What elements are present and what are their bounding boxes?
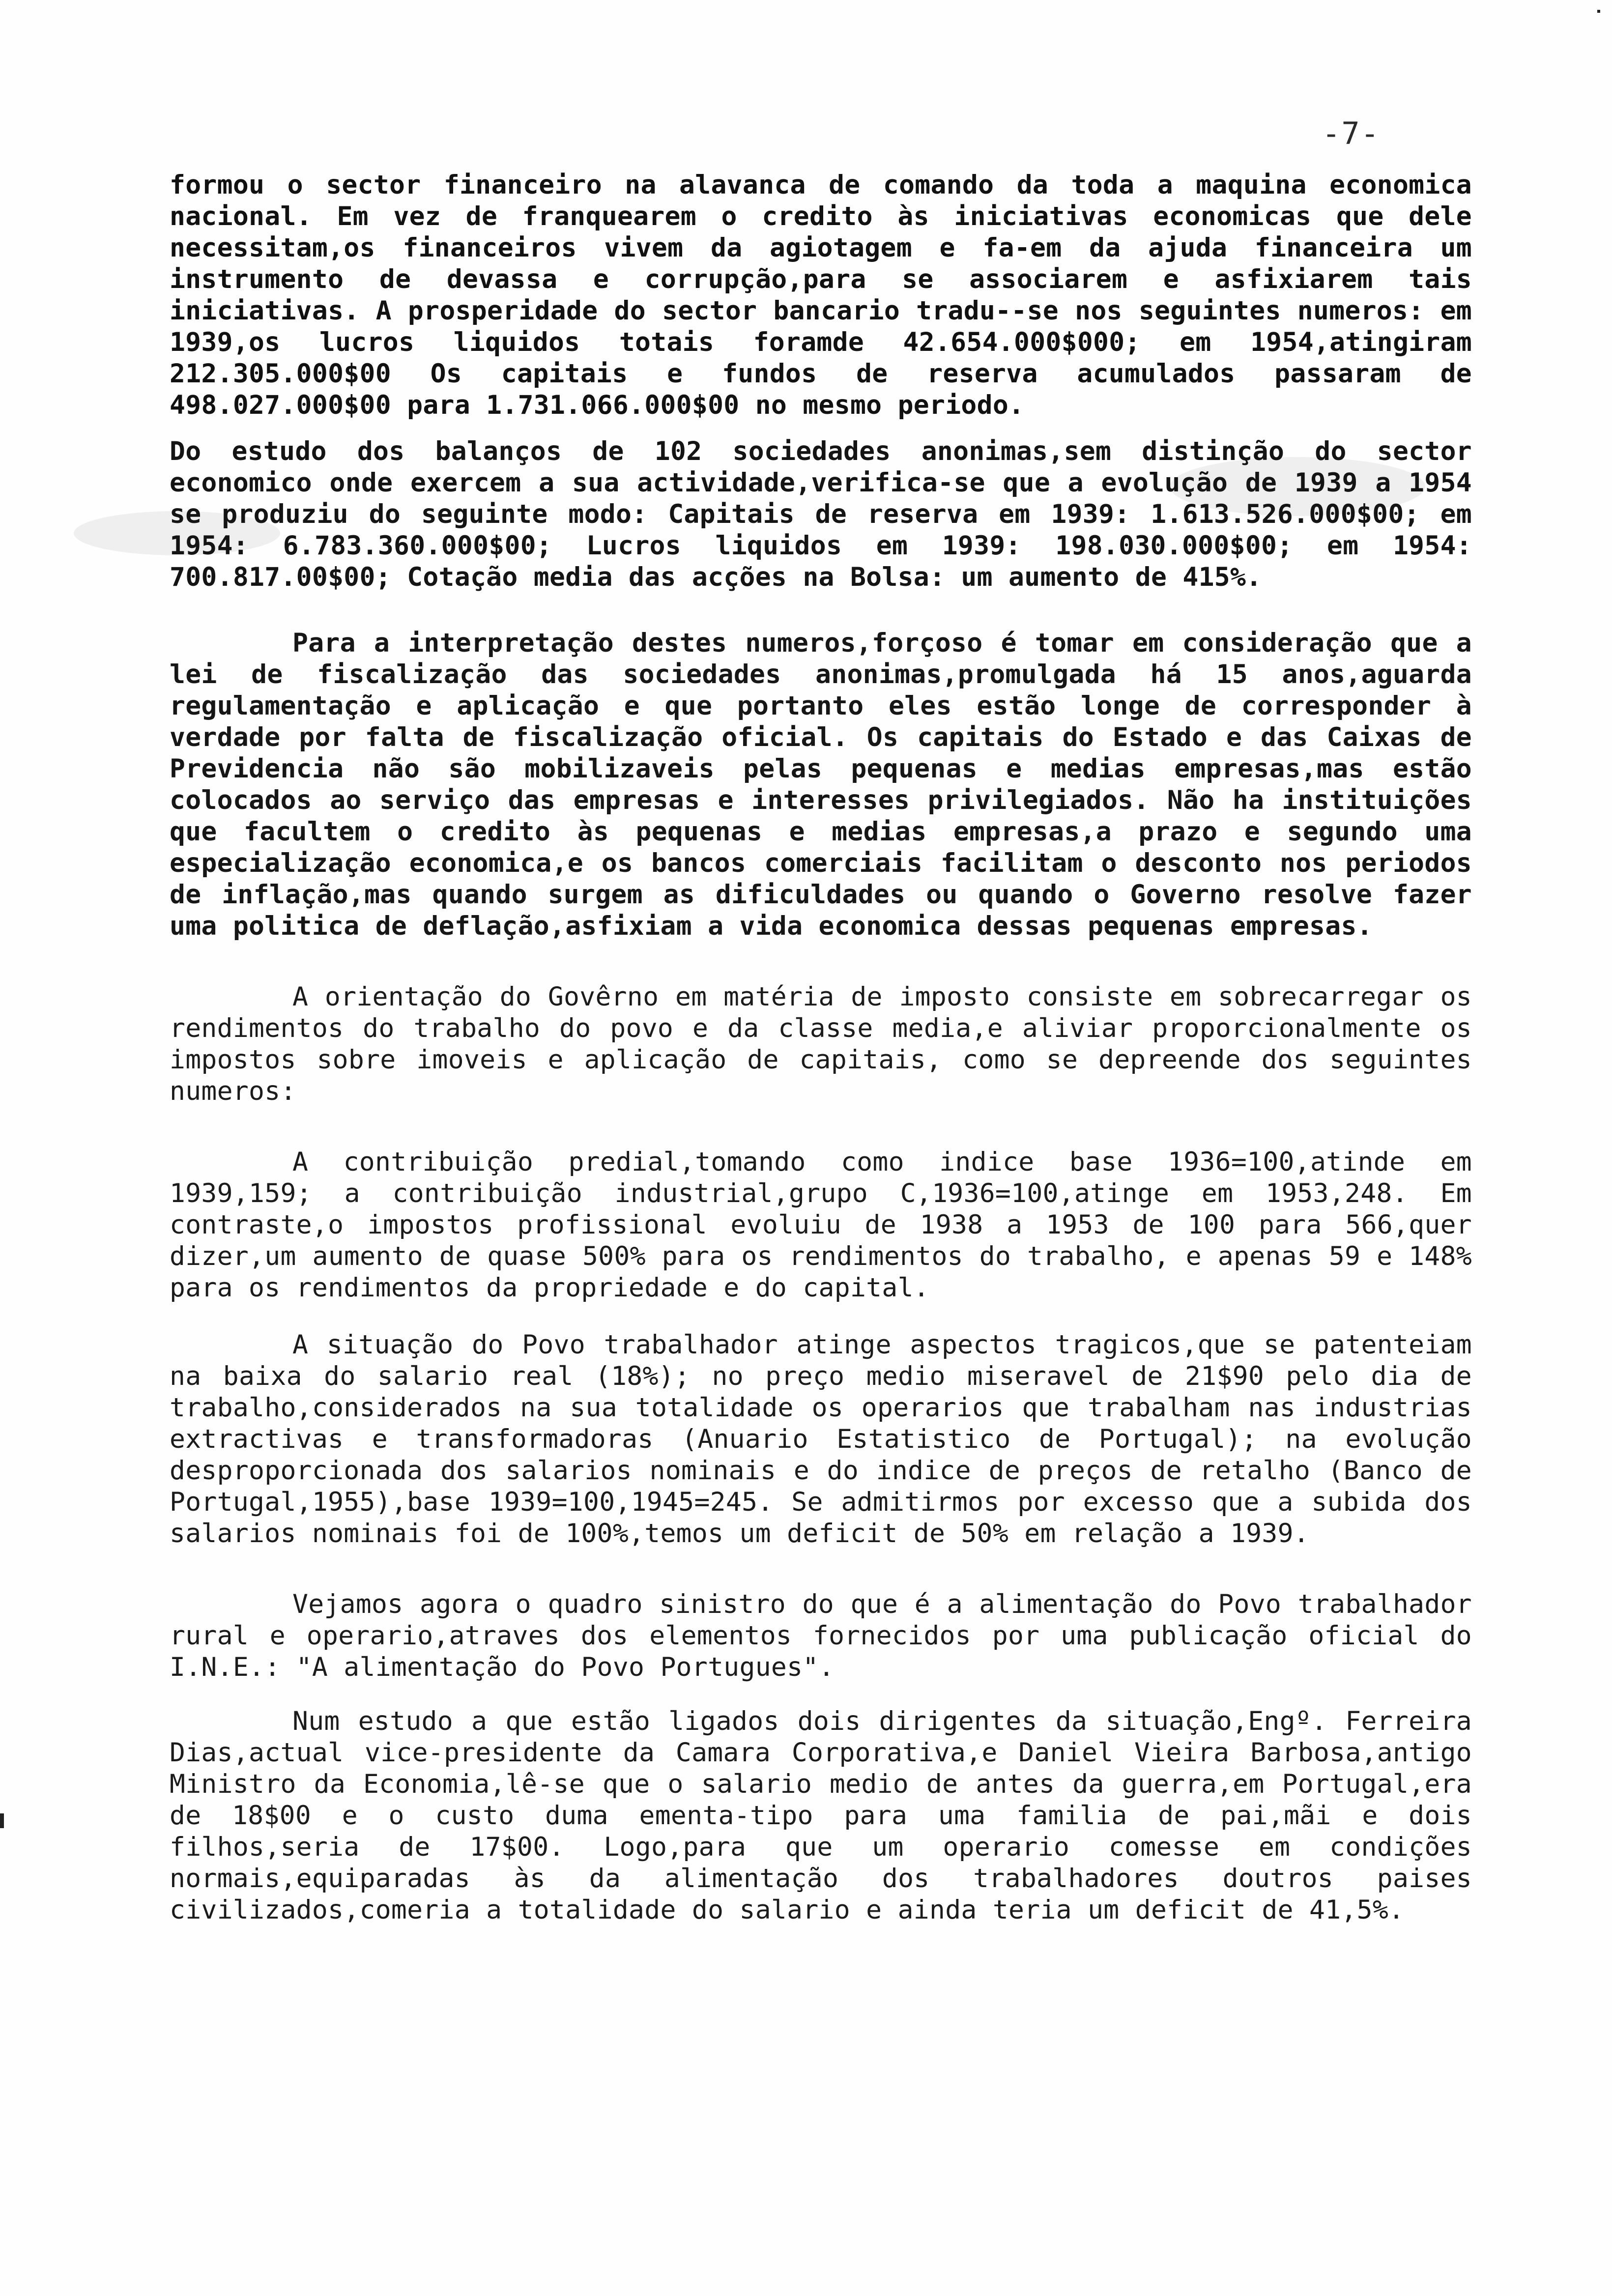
paragraph-financial-sector: formou o sector financeiro na alavanca de comando da toda a maquina economica nacional. Em vez de franquearem o credito às iniciativas economicas que dele necessitam,os financeiros vivem da agiotagem e fa-em da ajuda financeira um instrumento de devassa e corrupção,para se associarem e asfixiarem tais iniciativas. A prosperidade do sector bancario tradu--se nos seguintes numeros: em 1939,os lucros liquidos totais foramde 42.654.000$000; em 1954,atingiram 212.305.000$00 Os capitais e fundos de reserva acumulados passaram de 498.027.000$00 para 1.731.066.000$00 no mesmo periodo. — [170, 170, 1472, 420]
scan-edge-mark — [0, 1813, 4, 1828]
page-number: -7- — [1322, 115, 1380, 151]
paragraph-tax-policy: A orientação do Govêrno em matéria de imposto consiste em sobrecarregar os rendimentos do trabalho do povo e da classe media,e aliviar proporcionalmente os impostos sobre imoveis e aplicação de capitais, como se depreende dos seguintes numeros: — [170, 982, 1472, 1106]
paragraph-corporate-balances: Do estudo dos balanços de 102 sociedades anonimas,sem distinção do sector economico onde exercem a sua actividade,verifica-se que a evolução de 1939 a 1954 se produziu do seguinte modo: Capitais de reserva em 1939: 1.613.526.000$00; em 1954: 6.783.360.000$00; Lucros liquidos em 1939: 198.030.000$00; em 1954: 700.817.00$00; Cotação media das acções na Bolsa: um aumento de 415%. — [170, 436, 1472, 592]
paragraph-food-study: Num estudo a que estão ligados dois dirigentes da situação,Engº. Ferreira Dias,actual vice-presidente da Camara Corporativa,e Daniel Vieira Barbosa,antigo Ministro da Economia,lê-se que o salario medio de antes da guerra,em Portugal,era de 18$00 e o custo duma ementa-tipo para uma familia de pai,mãi e dois filhos,seria de 17$00. Logo,para que um operario comesse em condições normais,equiparadas às da alimentação dos trabalhadores doutros paises civilizados,comeria a totalidade do salario e ainda teria um deficit de 41,5%. — [170, 1706, 1472, 1925]
paragraph-interpretation: Para a interpretação destes numeros,forçoso é tomar em consideração que a lei de fiscalização das sociedades anonimas,promulgada há 15 anos,aguarda regulamentação e aplicação e que portanto eles estão longe de corresponder à verdade por falta de fiscalização oficial. Os capitais do Estado e das Caixas de Previdencia não são mobilizaveis pelas pequenas e medias empresas,mas estão colocados ao serviço das empresas e interesses privilegiados. Não ha instituições que facultem o credito às pequenas e medias empresas,a prazo e segundo uma especialização economica,e os bancos comerciais facilitam o desconto nos periodos de inflação,mas quando surgem as dificuldades ou quando o Governo resolve fazer uma politica de deflação,asfixiam a vida economica dessas pequenas empresas. — [170, 628, 1472, 941]
paragraph-food-study-intro: Vejamos agora o quadro sinistro do que é a alimentação do Povo trabalhador rural e operario,atraves dos elementos fornecidos por uma publicação oficial do I.N.E.: "A alimentação do Povo Portugues". — [170, 1589, 1472, 1682]
body-text — [170, 170, 1472, 1926]
scan-edge-mark — [1597, 10, 1600, 13]
paragraph-worker-situation: A situação do Povo trabalhador atinge aspectos tragicos,que se patenteiam na baixa do salario real (18%); no preço medio miseravel de 21$90 pelo dia de trabalho,considerados na sua totalidade os operarios que trabalham nas industrias extractivas e transformadoras (Anuario Estatistico de Portugal); na evolução desproporcionada dos salarios nominais e do indice de preços de retalho (Banco de Portugal,1955),base 1939=100,1945=245. Se admitirmos por excesso que a subida dos salarios nominais foi de 100%,temos um deficit de 50% em relação a 1939. — [170, 1330, 1472, 1549]
paragraph-tax-figures: A contribuição predial,tomando como indice base 1936=100,atinde em 1939,159; a contribuição industrial,grupo C,1936=100,atinge em 1953,248. Em contraste,o impostos profissional evoluiu de 1938 a 1953 de 100 para 566,quer dizer,um aumento de quase 500% para os rendimentos do trabalho, e apenas 59 e 148% para os rendimentos da propriedade e do capital. — [170, 1147, 1472, 1303]
